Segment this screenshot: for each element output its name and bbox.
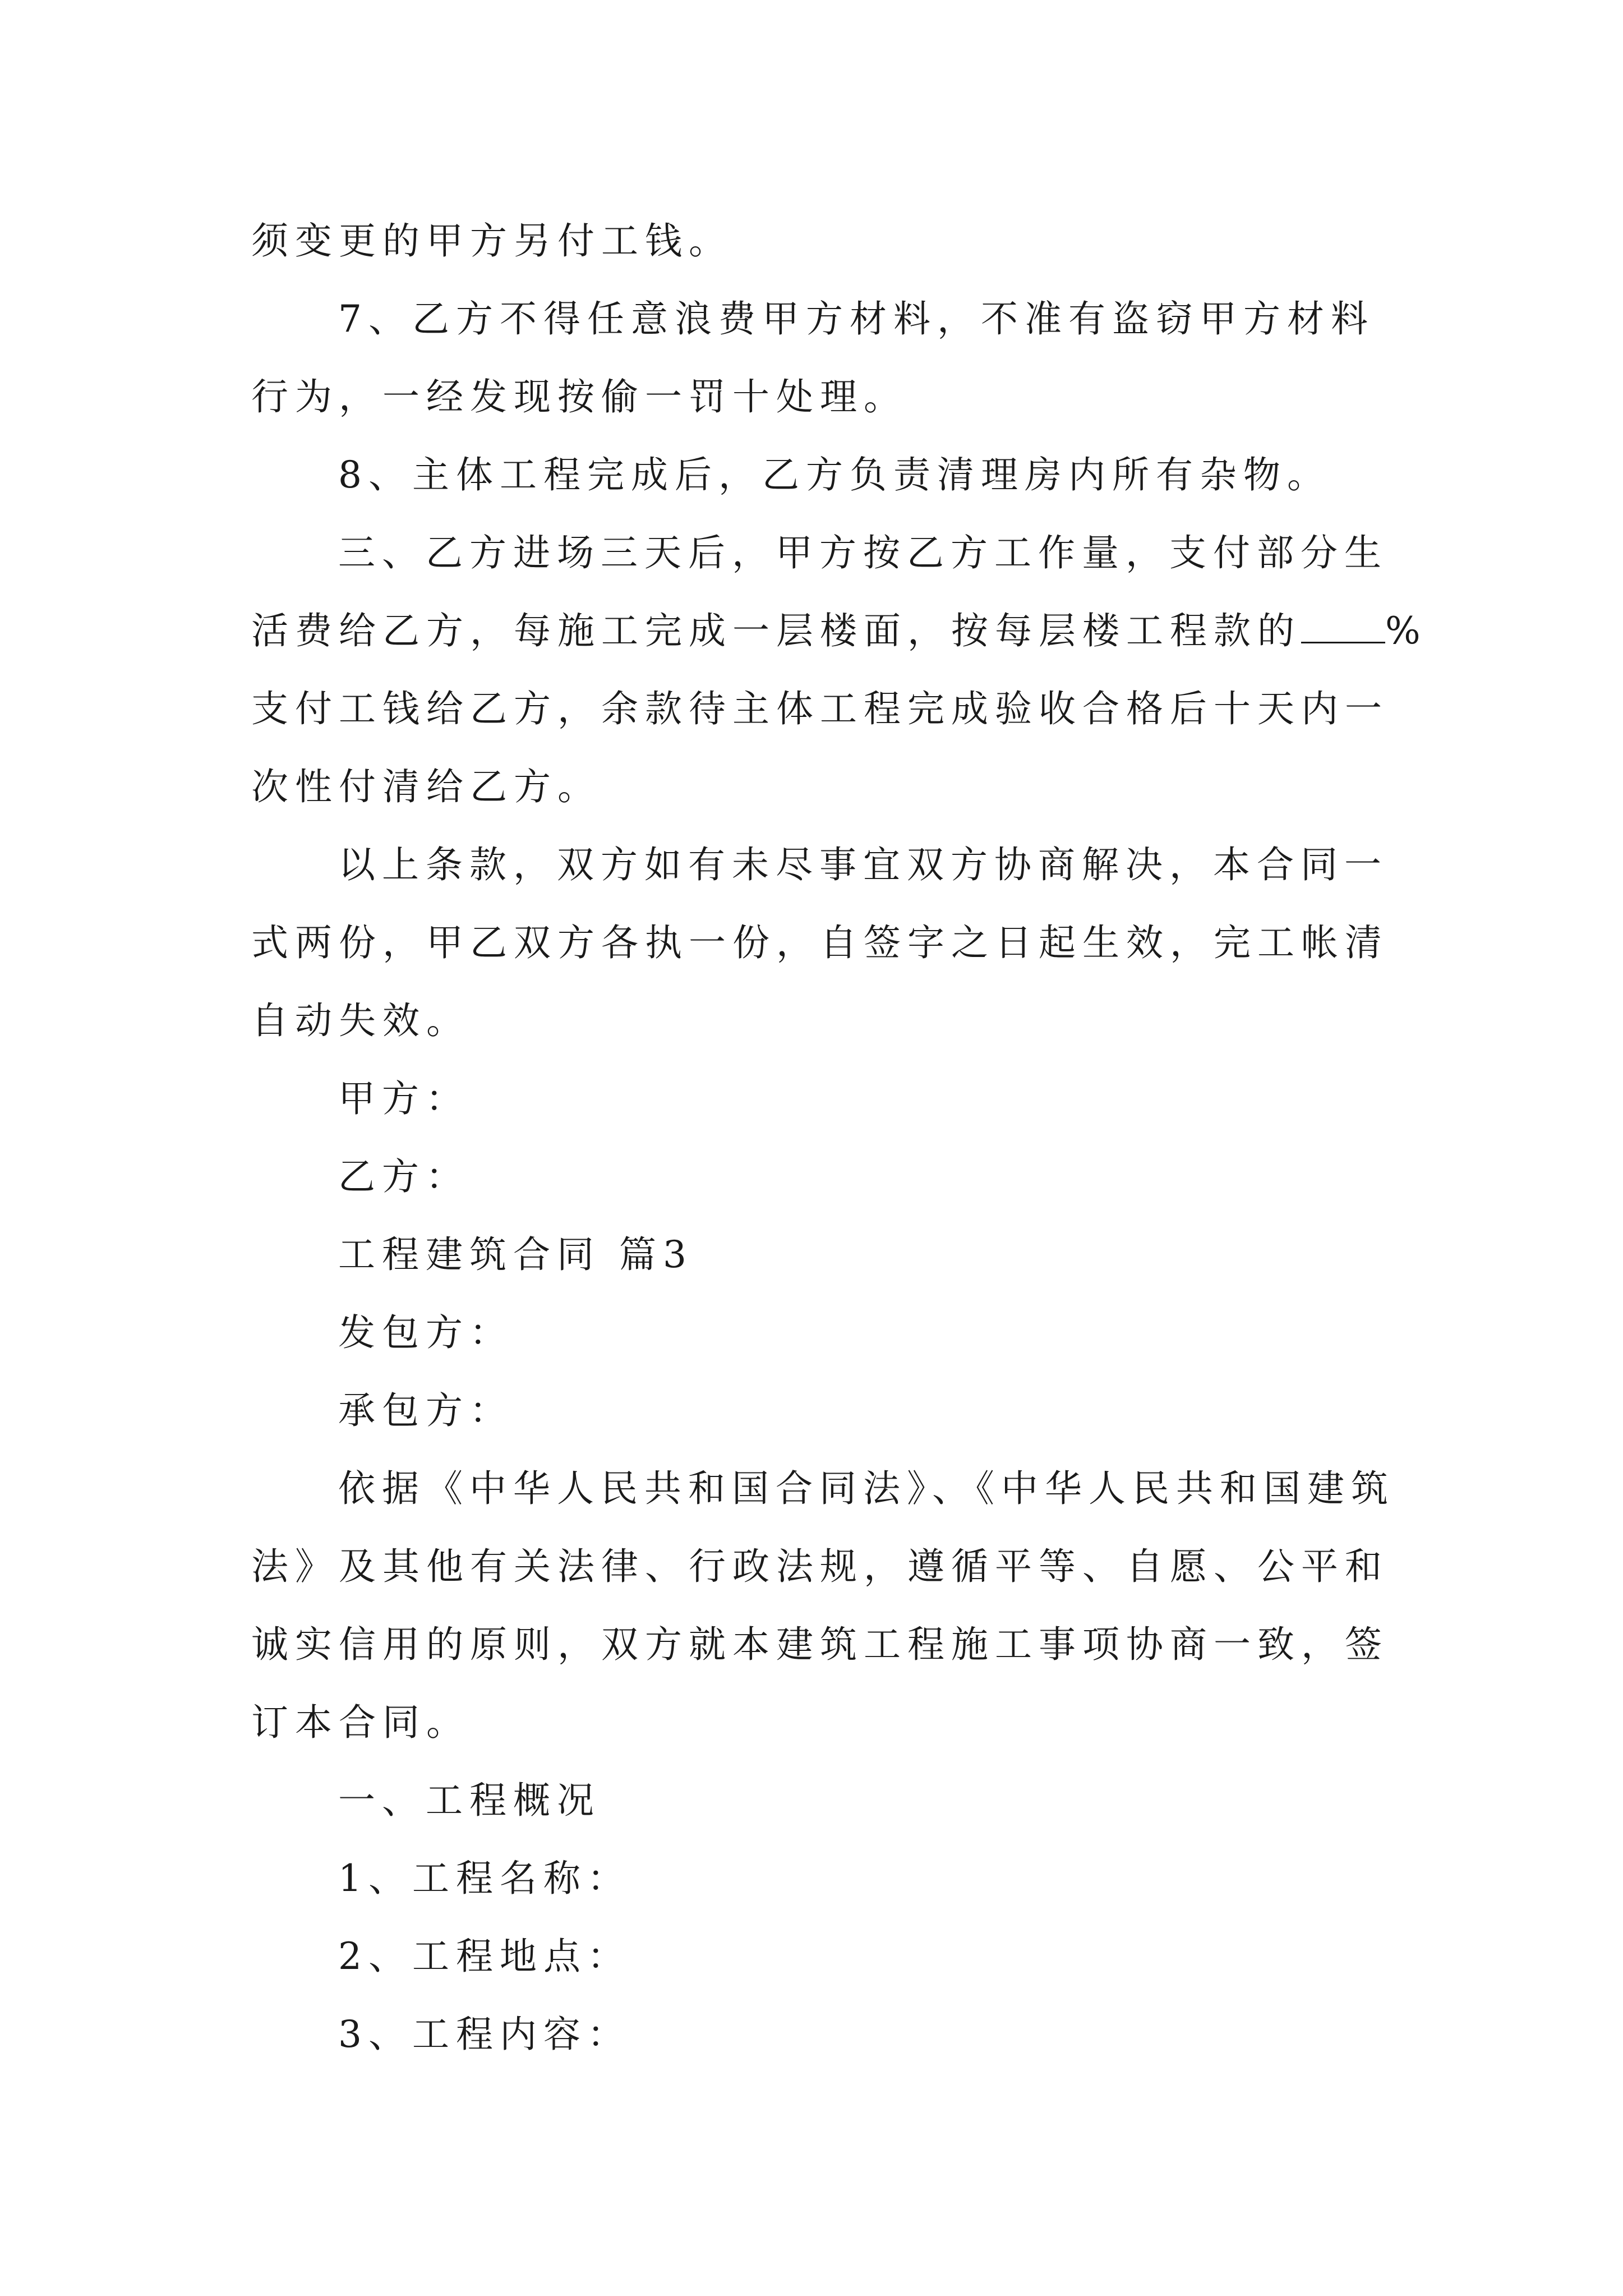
text-segment: 活费给乙方，每施工完成一层楼面，按每层楼工程款的 <box>251 609 1301 652</box>
text-line: 须变更的甲方另付工钱。 <box>251 219 732 263</box>
text-line: 行为，一经发现按偷一罚十处理。 <box>251 375 907 418</box>
contractor-label: 承包方： <box>338 1389 513 1432</box>
text-line: 式两份，甲乙双方各执一份，自签字之日起生效，完工帐清 <box>251 921 1389 964</box>
text-line: 诚实信用的原则，双方就本建筑工程施工事项协商一致，签 <box>251 1623 1389 1666</box>
text-line: 7、乙方不得任意浪费甲方材料，不准有盗窃甲方材料 <box>338 297 1375 341</box>
text-line: 法》及其他有关法律、行政法规，遵循平等、自愿、公平和 <box>251 1545 1389 1588</box>
issuer-label: 发包方： <box>338 1311 513 1354</box>
party-b-label: 乙方： <box>338 1155 469 1198</box>
text-segment: % <box>1385 609 1427 652</box>
document-page <box>251 202 1427 2073</box>
text-line: 次性付清给乙方。 <box>251 765 601 808</box>
text-line: 依据《中华人民共和国合同法》、《中华人民共和国建筑 <box>338 1467 1395 1510</box>
text-line: 以上条款，双方如有未尽事宜双方协商解决，本合同一 <box>338 843 1388 886</box>
text-line: 三、乙方进场三天后，甲方按乙方工作量，支付部分生 <box>338 531 1388 574</box>
list-item: 1、工程名称： <box>338 1857 631 1900</box>
subsection-heading: 一、工程概况 <box>338 1779 601 1822</box>
party-a-label: 甲方： <box>338 1077 469 1120</box>
text-line <box>251 592 1427 670</box>
list-item: 2、工程地点： <box>338 1935 631 1978</box>
text-line: 自动失效。 <box>251 999 470 1042</box>
text-line: 支付工钱给乙方，余款待主体工程完成验收合格后十天内一 <box>251 687 1389 730</box>
text-line: 订本合同。 <box>251 1701 470 1744</box>
section-heading: 工程建筑合同 篇3 <box>338 1233 693 1276</box>
blank-fill-line <box>1301 614 1385 643</box>
list-item: 3、工程内容： <box>338 2013 631 2056</box>
text-line: 8、主体工程完成后，乙方负责清理房内所有杂物。 <box>338 453 1331 496</box>
